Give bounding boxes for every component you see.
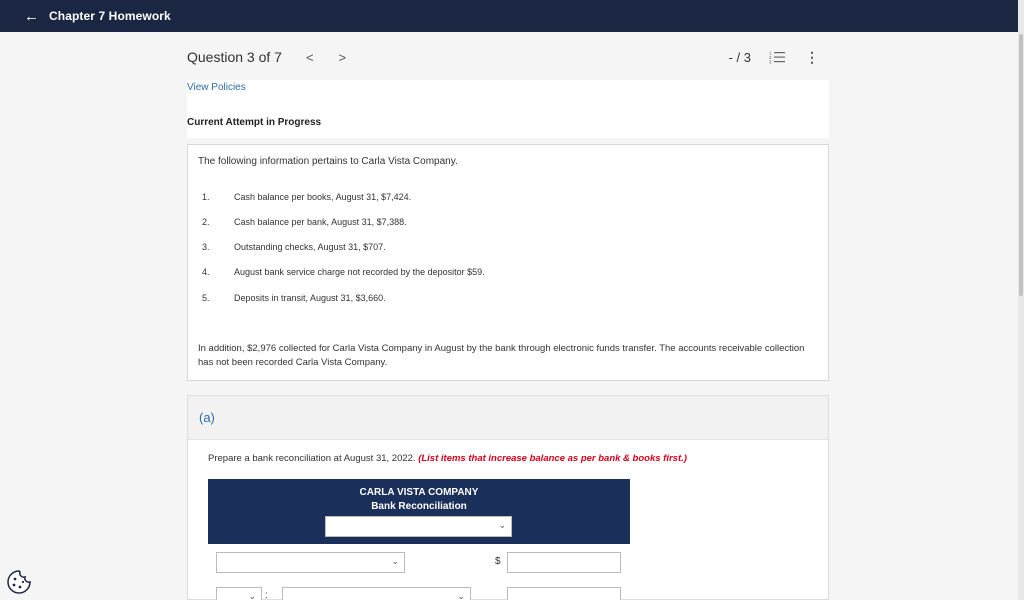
part-a-header — [188, 396, 828, 440]
question-header — [187, 44, 829, 70]
currency-symbol: $ — [495, 556, 501, 567]
question-counter: Question 3 of 7 — [187, 49, 282, 65]
list-item-number: 1. — [202, 192, 210, 202]
additional-info: In addition, $2,976 collected for Carla Vista Company in August by the bank through electronic funds transfer. The accounts receivable collection has not been recorded Carla Vista Company. — [198, 343, 805, 368]
list-item — [202, 217, 407, 227]
adjustment-type-select[interactable] — [216, 587, 262, 600]
attempt-status: Current Attempt in Progress — [187, 117, 322, 128]
list-item-number: 5. — [202, 293, 210, 303]
list-item — [202, 267, 485, 277]
problem-info — [187, 144, 829, 381]
list-item — [202, 242, 386, 252]
chevron-left-icon[interactable]: < — [305, 49, 314, 65]
policy-panel — [187, 80, 829, 138]
list-item — [202, 192, 411, 202]
list-item-text: Cash balance per bank, August 31, $7,388. — [234, 217, 407, 227]
list-item — [202, 293, 386, 303]
reconciliation-header — [208, 479, 630, 544]
more-options-icon[interactable]: ⋮ — [805, 48, 819, 65]
svg-text:3: 3 — [769, 59, 772, 64]
arrow-left-icon[interactable]: ← — [24, 7, 39, 25]
chevron-down-icon: ⌄ — [457, 591, 465, 600]
cookie-icon[interactable] — [6, 569, 32, 595]
top-bar — [0, 0, 1018, 32]
list-item-number: 2. — [202, 217, 210, 227]
list-item-number: 3. — [202, 242, 210, 252]
line-item-select[interactable] — [282, 587, 471, 600]
problem-intro: The following information pertains to Carla Vista Company. — [198, 156, 458, 167]
list-item-text: Outstanding checks, August 31, $707. — [234, 242, 386, 252]
assignment-title[interactable]: Chapter 7 Homework — [49, 9, 171, 23]
date-select[interactable] — [325, 516, 512, 537]
scrollbar-thumb[interactable] — [1019, 34, 1023, 296]
amount-input[interactable] — [507, 587, 621, 600]
view-policies-link[interactable]: View Policies — [187, 82, 246, 93]
part-a-label: (a) — [199, 410, 215, 425]
list-item-number: 4. — [202, 267, 210, 277]
list-icon[interactable] — [769, 50, 785, 64]
svg-text:1: 1 — [769, 50, 772, 56]
line-item-select[interactable] — [216, 552, 405, 573]
list-item-text: August bank service charge not recorded by the depositor $59. — [234, 267, 485, 277]
amount-input[interactable] — [507, 552, 621, 573]
question-score: - / 3 — [728, 49, 751, 65]
part-a-instruction — [208, 453, 687, 464]
row-separator: : — [265, 590, 268, 600]
list-item-text: Cash balance per books, August 31, $7,424. — [234, 192, 412, 202]
svg-text:2: 2 — [769, 55, 772, 60]
instruction-text: Prepare a bank reconciliation at August 31, 2022. — [208, 453, 416, 464]
chevron-right-icon[interactable]: > — [338, 49, 347, 65]
list-item-text: Deposits in transit, August 31, $3,660. — [234, 293, 386, 303]
chevron-down-icon: ⌄ — [248, 591, 256, 600]
statement-title: Bank Reconciliation — [371, 501, 467, 512]
instruction-emphasis: (List items that increase balance as per bank & books first.) — [418, 453, 687, 464]
company-name: CARLA VISTA COMPANY — [359, 487, 479, 498]
chevron-down-icon: ⌄ — [391, 556, 399, 566]
chevron-down-icon: ⌄ — [498, 520, 506, 530]
